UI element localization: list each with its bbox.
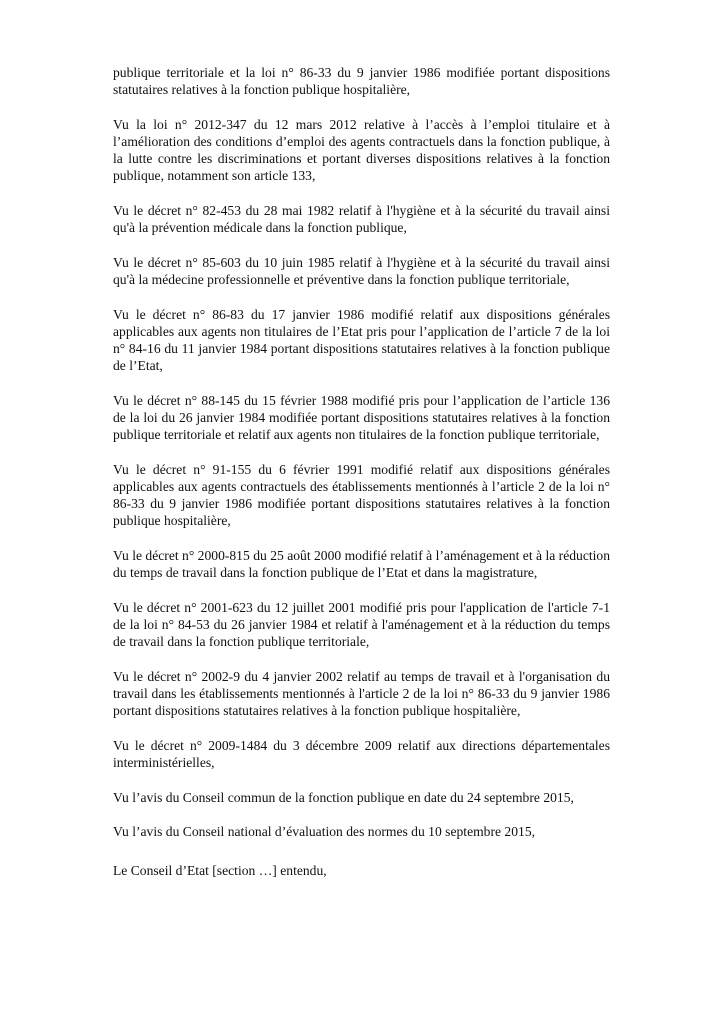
closing-line: Le Conseil d’Etat [section …] entendu, [113,863,327,878]
paragraph-decret-2000-815: Vu le décret n° 2000-815 du 25 août 2000 modifié relatif à l’aménagement et à la réduction du temps de travail dans la fonction publique de l’Etat et dans la magistrature, [113,548,610,580]
paragraph-decret-2009-1484: Vu le décret n° 2009-1484 du 3 décembre 2009 relatif aux directions départementales interministérielles, [113,738,610,770]
paragraph-avis-conseil-national: Vu l’avis du Conseil national d’évaluation des normes du 10 septembre 2015, [113,824,536,839]
paragraph-avis-conseil-commun: Vu l’avis du Conseil commun de la fonction publique en date du 24 septembre 2015, [113,790,574,805]
paragraph-decret-82-453: Vu le décret n° 82-453 du 28 mai 1982 relatif à l'hygiène et à la sécurité du travail ainsi qu'à la prévention médicale dans la fonction publique, [113,203,610,235]
paragraph-decret-88-145: Vu le décret n° 88-145 du 15 février 1988 modifié pris pour l’application de l’article 136 de la loi du 26 janvier 1984 modifiée portant dispositions statutaires relatives à la fonction publique territoriale et relatif aux agents non titulaires de la fonction publique territoriale, [113,393,610,442]
paragraph-decret-85-603: Vu le décret n° 85-603 du 10 juin 1985 relatif à l'hygiène et à la sécurité du travail ainsi qu'à la médecine professionnelle et préventive dans la fonction publique territoriale, [113,255,610,287]
paragraph-continuation: publique territoriale et la loi n° 86-33 du 9 janvier 1986 modifiée portant dispositions statutaires relatives à la fonction publique hospitalière, [113,65,610,97]
paragraph-loi-2012-347: Vu la loi n° 2012-347 du 12 mars 2012 relative à l’accès à l’emploi titulaire et à l’amélioration des conditions d’emploi des agents contractuels dans la fonction publique, à la lutte contre les discriminations et portant diverses dispositions relatives à la fonction publique, notamment son article 133, [113,117,610,183]
paragraph-decret-86-83: Vu le décret n° 86-83 du 17 janvier 1986 modifié relatif aux dispositions générales applicables aux agents non titulaires de l’Etat pris pour l’application de l’article 7 de la loi n° 84-16 du 11 janvier 1984 portant dispositions statutaires relatives à la fonction publique de l’Etat, [113,307,610,373]
paragraph-decret-91-155: Vu le décret n° 91-155 du 6 février 1991 modifié relatif aux dispositions générales applicables aux agents contractuels des établissements mentionnés à l’article 2 de la loi n° 86-33 du 9 janvier 1986 modifiée portant dispositions statutaires relatives à la fonction publique hospitalière, [113,462,610,528]
document-page [113,64,610,897]
paragraph-decret-2001-623: Vu le décret n° 2001-623 du 12 juillet 2001 modifié pris pour l'application de l'article 7-1 de la loi n° 84-53 du 26 janvier 1984 et relatif à l'aménagement et à la réduction du temps de travail dans la fonction publique territoriale, [113,600,610,649]
paragraph-decret-2002-9: Vu le décret n° 2002-9 du 4 janvier 2002 relatif au temps de travail et à l'organisation du travail dans les établissements mentionnés à l'article 2 de la loi n° 86-33 du 9 janvier 1986 portant dispositions statutaires relatives à la fonction publique hospitalière, [113,669,610,718]
